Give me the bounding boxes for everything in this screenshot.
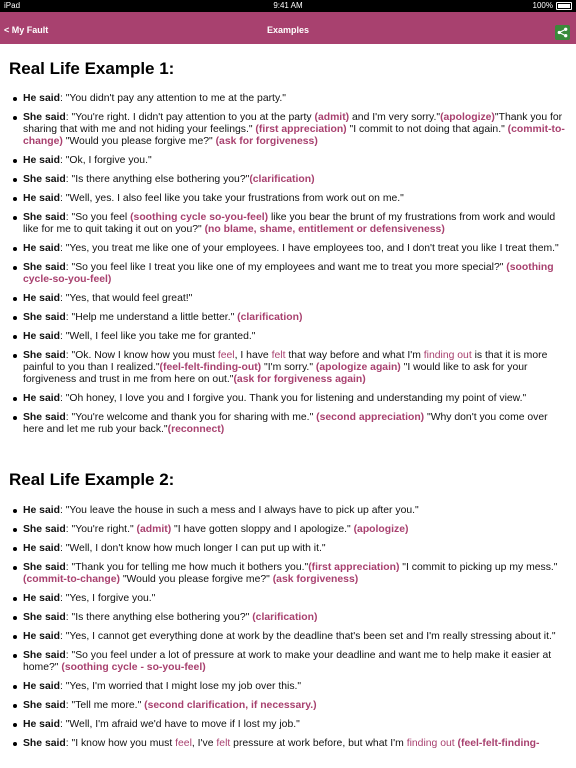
keyword: feel [217,350,235,361]
dialogue-text: , I've [191,738,217,749]
speaker-label: He said [23,543,60,554]
dialogue-text: is that it is more painful to you than I realized." [23,350,548,373]
technique-tag: (apologize again) [315,362,401,373]
technique-tag: (ask forgiveness) [272,574,359,585]
technique-tag: (feel-felt-finding-out) [159,362,262,373]
dialogue-item [11,331,569,343]
technique-tag: (reconnect) [167,424,225,435]
speaker-label: He said [23,681,60,692]
technique-tag: (soothing cycle so-you-feel) [130,212,269,223]
technique-tag: (soothing cycle-so-you-feel) [23,262,554,285]
dialogue-item [11,293,569,305]
section-heading-1: Real Life Example 1: [9,59,175,78]
keyword: felt [271,350,286,361]
dialogue-text: : "Yes, you treat me like one of your employees. I have employees too, and I don't treat you like I treat them." [59,243,559,254]
dialogue-text: : "You're right." [65,524,137,535]
speaker-label: He said [23,719,60,730]
speaker-label: She said [23,738,66,749]
dialogue-text: : "Help me understand a little better." [65,312,238,323]
dialogue-text: : "Yes, I'm worried that I might lose my job over this." [59,681,302,692]
back-button[interactable]: < My Fault [4,25,49,35]
dialogue-item [11,719,569,731]
technique-tag: (ask for forgiveness) [215,136,318,147]
dialogue-item [11,543,569,555]
dialogue-item [11,412,569,436]
keyword: feel [175,738,192,749]
device-label: iPad [4,1,21,10]
dialogue-text: like you bear the brunt of my frustrations from work and would like for me to quit taking it out on you?" [23,212,556,235]
speaker-label: She said [23,650,66,661]
speaker-label: He said [23,193,60,204]
dialogue-text: : "I know how you must [65,738,176,749]
technique-tag: (no blame, shame, entitlement or defensiveness) [204,224,445,235]
dialogue-text: that way before and what I'm [285,350,424,361]
dialogue-text: : "Yes, that would feel great!" [59,293,193,304]
dialogue-item [11,155,569,167]
dialogue-text: , I have [234,350,272,361]
dialogue-item [11,738,569,750]
dialogue-text: : "Well, yes. I also feel like you take your frustrations from work out on me." [59,193,404,204]
dialogue-text: "I commit to picking up my mess." [399,562,558,573]
share-button[interactable] [555,25,570,40]
dialogue-text: "I have gotten sloppy and I apologize." [171,524,354,535]
technique-tag: (ask for forgiveness again) [233,374,366,385]
dialogue-item [11,631,569,643]
dialogue-item [11,174,569,186]
dialogue-text: and I'm very sorry." [349,112,441,123]
dialogue-item [11,562,569,586]
speaker-label: He said [23,155,60,166]
technique-tag: (second clarification, if necessary.) [144,700,317,711]
dialogue-text: : "You didn't pay any attention to me at the party." [59,93,286,104]
speaker-label: He said [23,593,60,604]
dialogue-item [11,312,569,324]
speaker-label: He said [23,393,60,404]
technique-tag: (clarification) [237,312,303,323]
speaker-label: He said [23,243,60,254]
dialogue-text: "I would like to ask for your forgiveness and trust in me from here on out." [23,362,528,385]
dialogue-item [11,93,569,105]
section-heading-2: Real Life Example 2: [9,470,175,489]
speaker-label: She said [23,412,66,423]
speaker-label: He said [23,293,60,304]
dialogue-text: "I commit to not doing that again." [346,124,508,135]
dialogue-item [11,243,569,255]
dialogue-text: "Would you please forgive me?" [119,574,273,585]
technique-tag: (soothing cycle - so-you-feel) [61,662,206,673]
dialogue-list-2 [11,505,569,757]
dialogue-text: : "So you feel like I treat you like one of my employees and want me to treat you more special?" [65,262,507,273]
technique-tag: (apologize) [353,524,409,535]
dialogue-text: : "Is there anything else bothering you?" [65,174,250,185]
dialogue-text: : "Well, I feel like you take me for granted." [59,331,256,342]
dialogue-item [11,193,569,205]
speaker-label: She said [23,524,66,535]
speaker-label: She said [23,112,66,123]
speaker-label: He said [23,331,60,342]
clock: 9:41 AM [273,1,303,10]
speaker-label: She said [23,262,66,273]
battery-icon [556,2,572,10]
dialogue-item [11,350,569,386]
technique-tag: (feel-felt-finding- [457,738,540,749]
dialogue-item [11,593,569,605]
dialogue-text: : "Ok, I forgive you." [59,155,152,166]
dialogue-text: : "Well, I'm afraid we'd have to move if I lost my job." [59,719,300,730]
dialogue-text: : "Well, I don't know how much longer I can put up with it." [59,543,326,554]
dialogue-text: : "Yes, I forgive you." [59,593,156,604]
technique-tag: (commit-to-change) [23,124,565,147]
dialogue-item [11,524,569,536]
speaker-label: He said [23,93,60,104]
speaker-label: He said [23,631,60,642]
technique-tag: (first appreciation) [308,562,400,573]
dialogue-text: pressure at work before, but what I'm [230,738,407,749]
technique-tag: (second appreciation) [316,412,425,423]
dialogue-text: "Thank you for sharing that with me and not hiding your feelings." [23,112,563,135]
dialogue-item [11,505,569,517]
technique-tag: (admit) [136,524,172,535]
dialogue-item [11,681,569,693]
speaker-label: She said [23,700,66,711]
dialogue-text: "Why don't you come over here and let me rub your back." [23,412,548,435]
technique-tag: (first appreciation) [255,124,347,135]
battery-percent: 100% [532,1,553,10]
technique-tag: (commit-to-change) [23,574,120,585]
technique-tag: (clarification) [252,612,318,623]
dialogue-list-1 [11,93,569,443]
dialogue-text: : "You leave the house in such a mess and I always have to pick up after you." [59,505,419,516]
share-icon [557,27,568,38]
dialogue-item [11,700,569,712]
examples-content[interactable] [0,44,576,768]
keyword: felt [216,738,231,749]
dialogue-text: : "So you feel [65,212,131,223]
speaker-label: She said [23,174,66,185]
dialogue-text: : "You're right. I didn't pay attention to you at the party [65,112,315,123]
dialogue-text: : "Ok. Now I know how you must [65,350,218,361]
technique-tag: (clarification) [249,174,315,185]
technique-tag: (admit) [314,112,350,123]
dialogue-item [11,612,569,624]
status-bar [0,0,576,12]
dialogue-item [11,262,569,286]
speaker-label: She said [23,350,66,361]
speaker-label: She said [23,212,66,223]
dialogue-text: : "You're welcome and thank you for sharing with me." [65,412,317,423]
speaker-label: She said [23,312,66,323]
dialogue-item [11,112,569,148]
dialogue-text: : "So you feel under a lot of pressure at work to make your deadline and want me to help make it easier at home?" [23,650,552,673]
navigation-bar [0,12,576,44]
battery-indicator [533,0,572,12]
speaker-label: He said [23,505,60,516]
dialogue-text: : "Is there anything else bothering you?" [65,612,253,623]
dialogue-text: "I'm sorry." [261,362,316,373]
keyword: finding out [406,738,455,749]
dialogue-item [11,393,569,405]
dialogue-text: : "Thank you for telling me how much it bothers you." [65,562,309,573]
dialogue-text: : "Yes, I cannot get everything done at work by the deadline that's been set and I'm really stressing about it." [59,631,556,642]
speaker-label: She said [23,612,66,623]
dialogue-item [11,212,569,236]
dialogue-item [11,650,569,674]
dialogue-text: : "Tell me more." [65,700,145,711]
dialogue-text: "Would you please forgive me?" [62,136,216,147]
technique-tag: (apologize) [440,112,495,123]
speaker-label: She said [23,562,66,573]
page-title: Examples [266,25,310,35]
dialogue-text: : "Oh honey, I love you and I forgive you. Thank you for listening and understanding my point of view." [59,393,527,404]
keyword: finding out [423,350,472,361]
